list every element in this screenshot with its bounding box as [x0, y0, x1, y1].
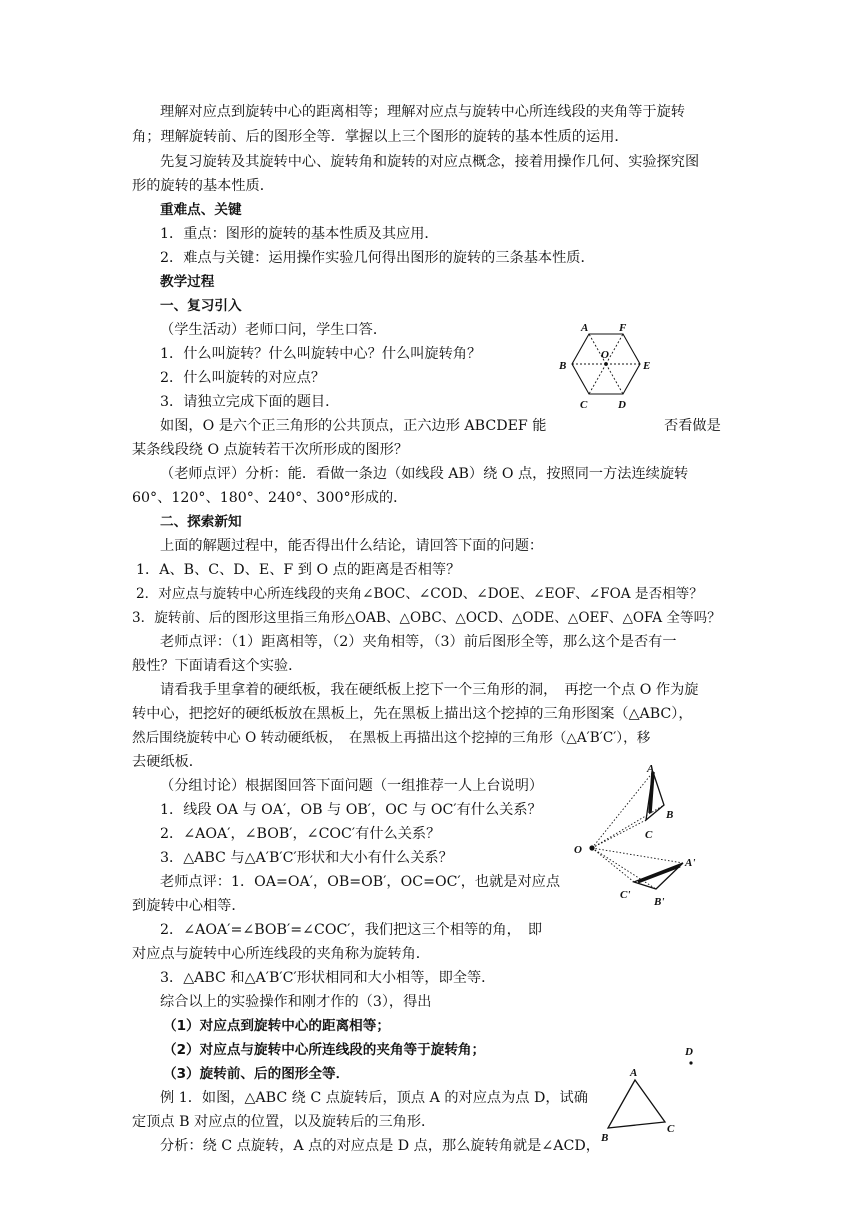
example-label-b: B [601, 1132, 609, 1144]
text-line: 到旋转中心相等． [132, 898, 246, 914]
text-line: 老师点评：1．OA=OA′，OB=OB′，OC=OC′，也就是对应点 [160, 874, 561, 890]
text-line: （老师点评）分析：能．看做一条边（如线段 AB）绕 O 点，按照同一方法连续旋转 [160, 466, 689, 482]
text-line: 1．重点：图形的旋转的基本性质及其应用． [160, 226, 439, 242]
section-heading: 教学过程 [160, 274, 215, 290]
property-statement: （3）旋转前、后的图形全等． [163, 1066, 350, 1082]
rot-label-c: C [645, 829, 653, 841]
text-line: 3．△ABC 与△A′B′C′形状和大小有什么关系？ [160, 850, 453, 866]
rot-label-o: O [574, 844, 582, 856]
example-label-d: D [685, 1046, 693, 1058]
hex-label-o: O [601, 349, 609, 361]
text-line: 3．旋转前、后的图形这里指三角形△OAB、△OBC、△OCD、△ODE、△OEF、△OFA 全等吗？ [132, 610, 721, 626]
hex-label-e: E [643, 360, 651, 372]
text-line: 1．线段 OA 与 OA′，OB 与 OB′，OC 与 OC′有什么关系？ [160, 802, 542, 818]
text-line: 定顶点 B 对应点的位置，以及旋转后的三角形． [132, 1114, 436, 1130]
text-line: 1．A、B、C、D、E、F 到 O 点的距离是否相等？ [136, 562, 461, 578]
text-line: 2．难点与关键：运用操作实验几何得出图形的旋转的三条基本性质． [160, 250, 595, 266]
hex-label-b: B [559, 360, 567, 372]
text-line: 请看我手里拿着的硬纸板，我在硬纸板上挖下一个三角形的洞， 再挖一个点 O 作为旋 [160, 682, 699, 698]
text-line: 2．对应点与旋转中心所连线段的夹角∠BOC、∠COD、∠DOE、∠EOF、∠FOA 是否相等？ [136, 586, 703, 602]
example-label-a: A [630, 1067, 638, 1079]
text-line: 对应点与旋转中心所连线段的夹角称为旋转角． [132, 946, 430, 962]
text-line: 先复习旋转及其旋转中心、旋转角和旋转的对应点概念，接着用操作几何、实验探究图 [160, 154, 700, 170]
section-heading: 一、复习引入 [160, 298, 242, 314]
hex-label-f: F [619, 322, 627, 334]
rot-label-b-prime: B' [654, 896, 665, 908]
rot-label-c-prime: C' [620, 889, 631, 901]
text-line: 分析：绕 C 点旋转，A 点的对应点是 D 点，那么旋转角就是∠ACD， [160, 1138, 600, 1154]
text-line: （分组讨论）根据图回答下面问题（一组推荐一人上台说明） [160, 778, 544, 794]
text-line: 然后围绕旋转中心 O 转动硬纸板， 在黑板上再描出这个挖掉的三角形（△A′B′C′），移 [132, 730, 651, 746]
property-statement: （2）对应点与旋转中心所连线段的夹角等于旋转角； [163, 1042, 486, 1058]
text-line: 3．请独立完成下面的题目． [160, 394, 340, 410]
text-line: 否看做是 [664, 418, 721, 434]
text-line: （学生活动）老师口问，学生口答． [160, 322, 388, 338]
text-line: 某条线段绕 O 点旋转若干次所形成的图形？ [132, 442, 409, 458]
rot-label-b: B [666, 809, 674, 821]
text-line: 2．什么叫旋转的对应点？ [160, 370, 326, 386]
text-line: 理解对应点到旋转中心的距离相等；理解对应点与旋转中心所连线段的夹角等于旋转 [160, 104, 685, 120]
hexagon-figure [555, 320, 660, 412]
text-line: 形的旋转的基本性质． [132, 178, 274, 194]
example-label-c: C [667, 1123, 675, 1135]
text-line: 2．∠AOA′，∠BOB′，∠COC′有什么关系？ [160, 826, 441, 842]
section-heading: 二、探索新知 [160, 514, 242, 530]
example-text: 例 1．如图，△ABC 绕 C 点旋转后，顶点 A 的对应点为点 D，试确 [160, 1090, 588, 1106]
example-figure [590, 1040, 710, 1152]
rotation-figure [570, 760, 710, 912]
text-line: 1．什么叫旋转？什么叫旋转中心？什么叫旋转角？ [160, 346, 482, 362]
text-line: 去硬纸板． [132, 754, 203, 770]
text-line: 转中心，把挖好的硬纸板放在黑板上，先在黑板上描出这个挖掉的三角形图案（△ABC）， [132, 706, 693, 722]
text-line: 角；理解旋转前、后的图形全等．掌握以上三个图形的旋转的基本性质的运用． [132, 129, 629, 145]
text-line: 综合以上的实验操作和刚才作的（3），得出 [160, 994, 432, 1010]
rot-label-a-prime: A' [685, 857, 696, 869]
text-line: 般性？下面请看这个实验． [132, 658, 303, 674]
hex-label-a: A [581, 322, 589, 334]
text-line: 3．△ABC 和△A′B′C′形状相同和大小相等，即全等． [160, 970, 496, 986]
rot-label-a: A [647, 763, 655, 775]
text-line: 上面的解题过程中，能否得出什么结论，请回答下面的问题： [160, 538, 544, 554]
hex-label-d: D [618, 399, 626, 411]
hex-label-c: C [580, 399, 588, 411]
text-line: 如图，O 是六个正三角形的公共顶点，正六边形 ABCDEF 能 [160, 418, 547, 434]
text-line: 2．∠AOA′=∠BOB′=∠COC′，我们把这三个相等的角， 即 [160, 922, 543, 938]
property-statement: （1）对应点到旋转中心的距离相等； [163, 1018, 390, 1034]
text-line: 60°、120°、180°、240°、300°形成的． [132, 490, 408, 506]
section-heading: 重难点、关键 [160, 202, 242, 218]
text-line: 老师点评：（1）距离相等，（2）夹角相等，（3）前后图形全等，那么这个是否有一 [160, 634, 677, 650]
